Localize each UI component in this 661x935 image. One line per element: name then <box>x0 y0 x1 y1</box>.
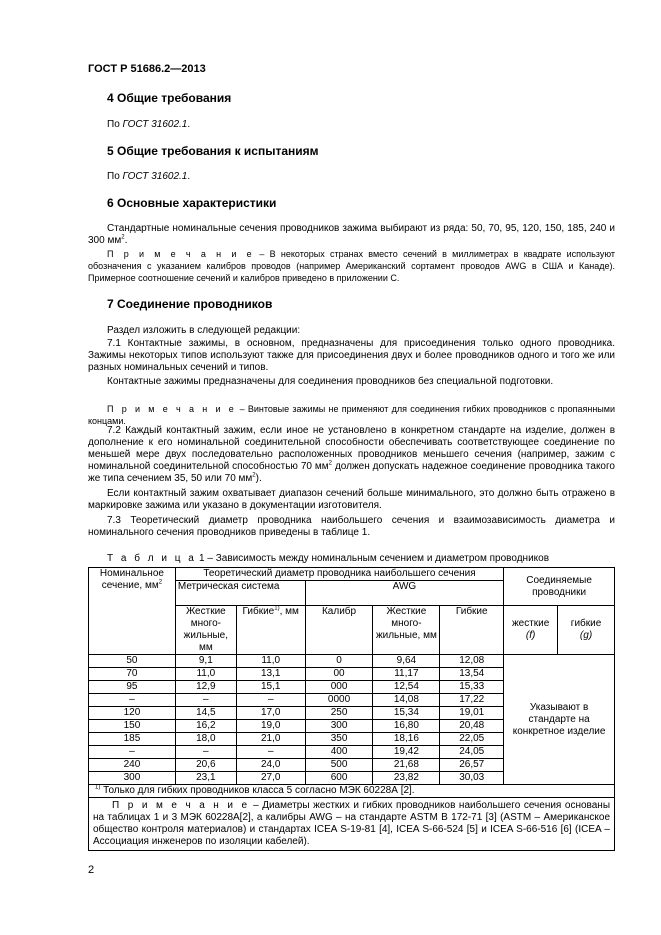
table-footnote: $^{1)}$ Только для гибких проводников класса 5 согласно МЭК 60228А [2]. <box>89 785 615 798</box>
table-cell: 400 <box>305 746 373 759</box>
table-cell: 15,34 <box>373 707 440 720</box>
section-4-title: 4 Общие требования <box>107 91 232 105</box>
clause-7-3: 7.3 Теоретический диаметр проводника наибольшего сечения и взаимозависимость диаметра и номинального сечения проводников приведены в таблице 1. <box>88 515 615 538</box>
table-cell: 19,0 <box>236 720 305 733</box>
table-cell: 12,54 <box>373 681 440 694</box>
section-5-body: По ГОСТ 31602.1. <box>107 171 191 182</box>
section-7-note: П р и м е ч а н и е – Винтовые зажимы не применяют для соединения гибких проводников с пропаянными концами. <box>88 404 615 426</box>
header-theoretical-diameter: Теоретический диаметр проводника наибольшего сечения <box>175 568 503 581</box>
header-nominal-section: Номинальное сечение, $мм^2$ <box>89 568 176 655</box>
table-cell: 17,0 <box>236 707 305 720</box>
table-cell: 14,5 <box>175 707 236 720</box>
header-awg-rigid: Жесткие много-жильные, мм <box>373 606 440 655</box>
table-cell: 13,1 <box>236 668 305 681</box>
table-cell: 14,08 <box>373 694 440 707</box>
header-conn-rigid: жесткие (f) <box>504 606 558 655</box>
table-cell: 9,64 <box>373 655 440 668</box>
clause-7-1-continued: Контактные зажимы предназначены для соединения проводников без специальной подготовки. <box>107 376 554 387</box>
table-cell: 500 <box>305 759 373 772</box>
table-cell: 12,9 <box>175 681 236 694</box>
clause-7-2: 7.2 Каждый контактный зажим, если иное не установлено в конкретном стандарте на изделие, должен в дополнение к его номинальной соединительной способности обеспечивать соответствующее соединение по меньшей мере двух последовательно расположенных проводников меньшего сечения (например, зажим с номинальной соединительной способностью 70 $мм^2$ должен допускать надежное соединение проводника такого же типа сечением 35, 50 или 70 $мм^2$). <box>88 425 615 484</box>
table-1 <box>88 567 615 851</box>
connectable-spec-cell: Указывают в стандарте на конкретное изделие <box>504 655 615 785</box>
table-row <box>89 655 615 668</box>
table-cell: 350 <box>305 733 373 746</box>
table-cell: 50 <box>89 655 176 668</box>
section-4-body: По ГОСТ 31602.1. <box>107 119 191 130</box>
table-cell: 600 <box>305 772 373 785</box>
header-awg: AWG <box>305 581 504 606</box>
table-cell: 18,16 <box>373 733 440 746</box>
table-cell: 13,54 <box>440 668 504 681</box>
table-cell: – <box>236 694 305 707</box>
table-cell: 240 <box>89 759 176 772</box>
table-cell: 95 <box>89 681 176 694</box>
table-cell: – <box>175 746 236 759</box>
page-number: 2 <box>88 864 95 876</box>
document-header: ГОСТ Р 51686.2—2013 <box>88 63 206 75</box>
table-caption: Т а б л и ц а 1 – Зависимость между номинальным сечением и диаметром проводников <box>107 553 550 564</box>
table-cell: 23,82 <box>373 772 440 785</box>
table-cell: 22,05 <box>440 733 504 746</box>
clause-7-1: 7.1 Контактные зажимы, в основном, предназначены для присоединения только одного проводника. Зажимы некоторых типов используют также для присоединения двух и более проводников одного и того же или разных номинальных сечений и типов. <box>88 338 615 373</box>
table-cell: 9,1 <box>175 655 236 668</box>
table-cell: 12,08 <box>440 655 504 668</box>
section-5-title: 5 Общие требования к испытаниям <box>107 144 319 158</box>
header-awg-gauge: Калибр <box>305 606 373 655</box>
header-awg-flexible: Гибкие <box>440 606 504 655</box>
gost-reference: ГОСТ 31602.1 <box>122 119 188 130</box>
table-cell: 150 <box>89 720 176 733</box>
table-cell: 21,68 <box>373 759 440 772</box>
header-metric-flexible: Гибкие$^{1)}$, мм <box>236 606 305 655</box>
gost-reference: ГОСТ 31602.1 <box>122 171 188 182</box>
table-cell: 27,0 <box>236 772 305 785</box>
table-cell: 24,05 <box>440 746 504 759</box>
table-cell: 70 <box>89 668 176 681</box>
table-note: П р и м е ч а н и е – Диаметры жестких и гибких проводников наибольшего сечения основаны на таблицах 1 и 3 МЭК 60228А[2], а калибры AWG – на стандарте ASTM В 172-71 [3] (ASTM – Американское общество контроля материалов) и стандартах ICEA S-19-81 [4], ICEA S-66-524 [5] и ICEA S-66-516 [6] (ICEA – Ассоциация инженеров по изоляции кабелей). <box>89 798 615 851</box>
table-cell: 15,1 <box>236 681 305 694</box>
table-cell: 21,0 <box>236 733 305 746</box>
header-conn-flexible: гибкие (g) <box>558 606 615 655</box>
table-cell: 0 <box>305 655 373 668</box>
table-cell: 11,0 <box>236 655 305 668</box>
section-6-paragraph: Стандартные номинальные сечения проводников зажима выбирают из ряда: 50, 70, 95, 120, 150, 185, 240 и 300 $мм^2$. <box>88 223 615 246</box>
section-6-note: П р и м е ч а н и е – В некоторых странах вместо сечений в миллиметрах в квадрате используют обозначения с указанием калибров проводов (например Американский сортамент проводов AWG в США и Канаде). Примерное соотношение сечений и калибров приведено в приложении С. <box>88 249 615 283</box>
table-cell: 120 <box>89 707 176 720</box>
table-cell: 00 <box>305 668 373 681</box>
table-cell: 15,33 <box>440 681 504 694</box>
table-cell: 18,0 <box>175 733 236 746</box>
table-cell: – <box>175 694 236 707</box>
table-cell: 16,2 <box>175 720 236 733</box>
table-cell: 17,22 <box>440 694 504 707</box>
table-cell: 11,0 <box>175 668 236 681</box>
clause-7-2-continued: Если контактный зажим охватывает диапазон сечений больше минимального, это должно быть отражено в маркировке зажима или указано в документации изготовителя. <box>88 488 615 511</box>
table-cell: 19,01 <box>440 707 504 720</box>
table-cell: 185 <box>89 733 176 746</box>
table-cell: 0000 <box>305 694 373 707</box>
table-cell: – <box>89 746 176 759</box>
table-cell: 26,57 <box>440 759 504 772</box>
table-cell: 16,80 <box>373 720 440 733</box>
table-cell: – <box>89 694 176 707</box>
header-connectable-conductors: Соединяемые проводники <box>504 568 615 606</box>
section-7-intro: Раздел изложить в следующей редакции: <box>107 325 301 336</box>
table-cell: 000 <box>305 681 373 694</box>
header-metric-system: Метрическая система <box>175 581 305 606</box>
table-cell: 20,6 <box>175 759 236 772</box>
table-cell: 23,1 <box>175 772 236 785</box>
header-metric-rigid: Жесткие много-жильные, мм <box>175 606 236 655</box>
table-cell: 300 <box>89 772 176 785</box>
section-6-title: 6 Основные характеристики <box>107 196 277 210</box>
table-cell: 250 <box>305 707 373 720</box>
table-body <box>89 655 615 785</box>
table-cell: 20,48 <box>440 720 504 733</box>
table-cell: – <box>236 746 305 759</box>
table-cell: 19,42 <box>373 746 440 759</box>
table-cell: 30,03 <box>440 772 504 785</box>
table-cell: 11,17 <box>373 668 440 681</box>
section-7-title: 7 Соединение проводников <box>107 297 273 311</box>
table-cell: 24,0 <box>236 759 305 772</box>
table-cell: 300 <box>305 720 373 733</box>
